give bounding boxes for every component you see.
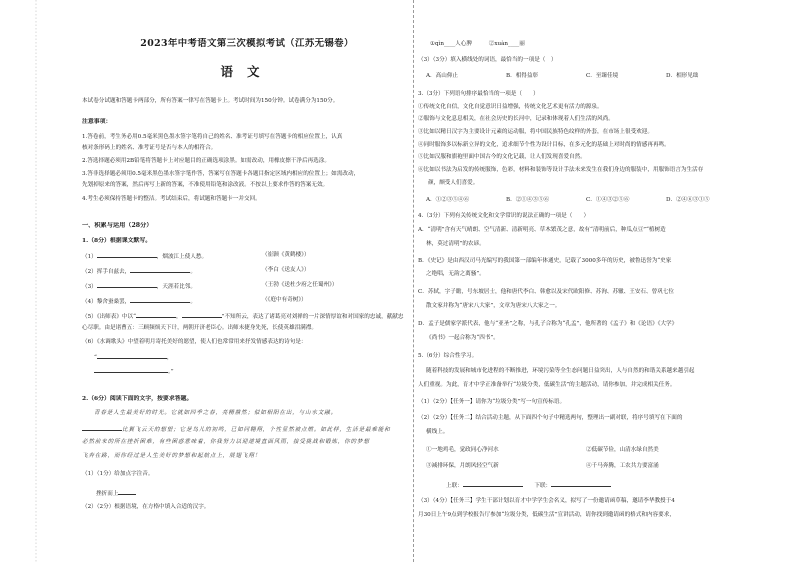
r-q4-line-4: ⑤比如汉服和旗袍里面中国古今的文化记载，让人们发现喜爱自然。 <box>418 154 586 160</box>
intro-line-3: 核对条形码上的姓名、准考证号是否与本人的相符合。 <box>82 145 217 151</box>
r-q6-line-0: 随着科技的发展和城市化进程的不断推进，环境污染等全生态问题日益突出，人与自然的和谐关系越来越引起 <box>426 368 695 374</box>
r-q6-task2: （2）（2分）【任务二】结合活动主题，从下面四个句子中精选两句，整理出一副对联，将序号填写在下面的 <box>418 415 683 421</box>
notice-heading: 注意事项： <box>82 118 112 125</box>
binding-margin-line <box>29 0 43 562</box>
answer-blank[interactable] <box>130 296 190 303</box>
intro-line-0: 本试卷分试题和答题卡两部分，所有答案一律写在答题卡上。考试时间为150分钟。试卷满分为150分。 <box>82 98 339 104</box>
r-q4-line-1: ②服饰与文化息息相关，在社会历史的长河中，记录和体现着人们生活的风尚。 <box>418 116 614 122</box>
r-q3-options <box>418 72 774 80</box>
r-q4-stem: 3.（3分）下列语句排序最恰当的一项是（ ） <box>418 91 539 97</box>
option-d[interactable]: D．②④⑥③①⑤ <box>666 197 710 203</box>
option-a[interactable]: A．①②③⑤④⑥ <box>426 197 470 203</box>
q1-line-4-source: （《庭中有奇树》） <box>262 297 307 303</box>
q2-sub1-item <box>82 488 412 498</box>
q1-line-5-start: （5）《出师表》中以“ <box>82 314 136 320</box>
r-q6-task1: （1）（2分）【任务一】请你为“垃圾分类”写一句宣传标语。 <box>418 399 566 405</box>
r-q5-line-6: D．孟子是儒家学派代表，他与“亚圣”之称，与孔子合称为“孔孟”，他所著的《孟子》和《论语》《大学》 <box>418 321 678 327</box>
q1-line-5 <box>82 311 412 321</box>
couplet-option-4: ④千马奔腾，工农共力要富涌 <box>586 463 659 469</box>
answer-blank[interactable] <box>182 311 222 318</box>
couplet-option-3: ③减排环保，月朗风轻空气新 <box>426 463 499 469</box>
q1-line-4 <box>82 296 412 306</box>
q1-line-2-source: （李白《送友人》） <box>262 267 310 273</box>
q1-line-4-end: 。 <box>190 299 196 305</box>
r-q4-line-6: 颜，颇受人们喜爱。 <box>428 180 479 186</box>
q2-passage-3: 飞奔在路，而你经过是人生美好的梦想和起航点上，展翅飞翔！ <box>82 453 262 459</box>
q1-line-3-source: （王勃《送杜少府之任蜀州》） <box>262 282 338 288</box>
answer-blank[interactable] <box>94 366 168 373</box>
answer-blank[interactable] <box>97 352 167 359</box>
r-q5-line-7: 《尚书》一起合称为“四书”。 <box>426 335 499 341</box>
open-quote: “ <box>94 355 97 361</box>
option-b[interactable]: B．相得益彰 <box>506 73 539 79</box>
r-q3-stem: （3）（3分）填入横线处的词语，最恰当的一项是（ ） <box>418 57 557 63</box>
right-column <box>418 0 774 562</box>
upper-couplet-label: 上联： <box>446 483 463 489</box>
r-q5-line-5: 散文家并称为“唐宋八大家”，文章为唐宋八大家之一。 <box>426 303 561 309</box>
r-q6-task3-cont: 月30日上午9点到学校报告厅参加“垃圾分类，低碳生活”宣讲活动，请你找到邀请函的格式和内容要求， <box>418 512 675 518</box>
q1-line-3 <box>82 281 412 291</box>
r-q6-couplet-answer <box>418 480 774 490</box>
option-a[interactable]: A．高山仰止 <box>426 73 459 79</box>
r-pinyin-line: ①qìn____人心脾 ②xuàn____丽 <box>430 41 525 47</box>
r-q5-line-4: C．苏轼，字子瞻，号东坡居士，他和唐代李白、韩愈以及宋代欧阳修、苏洵、苏辙、王安石、曾巩七位 <box>418 289 675 295</box>
r-q4-options <box>418 196 774 204</box>
q1-line-1-source: （崔颢《黄鹤楼》） <box>262 252 310 258</box>
q2-sub1-word: 挫折而上 <box>96 491 119 497</box>
q1-line-5-cont: 心尽职。由是诸曹五：三顾频烦天下计，两朝开济老臣心。出师未捷身先死，长使英雄泪满襟。 <box>82 325 317 331</box>
r-q6-task3: （3）（4分）【任务三】学生干部计划以育才中学学生会名义，拟写了一份邀请函草稿，邀请李华教授于4 <box>418 498 675 504</box>
q1-line-6-answer2 <box>82 366 412 376</box>
q1-line-6: （6）《水调歌头》中望着明月寄托美好的愿望，使人们也常常用来抒发情感表达的诗句是： <box>82 339 307 345</box>
intro-line-7: 4.考生必须保持答题卡的整洁。考试结束后，将试题和答题卡一并交回。 <box>82 196 261 202</box>
r-q6-pair-2 <box>418 462 774 470</box>
intro-line-2: 1.答卷前，考生务必用0.5毫米黑色墨水签字笔将自己的姓名、准考证号填写在答题卡的相应位置上，认真 <box>82 134 343 140</box>
r-q4-line-2: ③比如以精日汉字为主要设计元素的运动服，将中国民族特色纹样的外套，在市场上很受欢迎。 <box>418 129 653 135</box>
couplet-option-1: ①一地鸡毛，觉政同心净河水 <box>426 447 499 453</box>
answer-blank[interactable] <box>463 480 523 487</box>
q1-line-1-text: ，烟波江上使人愁。 <box>156 254 208 260</box>
r-q6-stem: 5.（6分）综合性学习。 <box>418 353 478 359</box>
q1-stem: 1.（8分）根据课文默写。 <box>82 237 152 244</box>
lower-couplet-label: 下联： <box>534 483 552 489</box>
answer-blank[interactable] <box>130 266 190 273</box>
r-q5-line-2: B．《史记》是由西汉司马光编写的我国第一部编年体通史，记载了3000多年的历史，被鲁迅誉为“史家 <box>418 258 672 264</box>
r-q4-line-0: ①传统文化自信，文化自觉意识日益增强，传统文化艺术更有活力的源泉。 <box>418 104 603 110</box>
answer-blank[interactable] <box>82 424 122 431</box>
r-q5-line-1: 林，莫过清明”的农谚。 <box>426 241 485 247</box>
q1-line-1-num: （1） <box>82 254 97 260</box>
exam-title: 2023年中考语文第三次模拟考试（江苏无锡卷） <box>140 38 354 49</box>
option-c[interactable]: C．①④③②⑤⑥ <box>586 197 630 203</box>
q2-passage-2: 必然前来的所在挫折困难，有些困惑意味着，你我努力以迎逆境直面风雨，接受挑战和锻炼，你的梦想 <box>82 439 370 445</box>
q1-line-2 <box>82 266 412 276</box>
r-q6-task2-cont: 横线上。 <box>426 429 449 435</box>
q1-line-4-text: （4）黎舍蚕桑罢， <box>82 299 131 305</box>
q1-line-2-end: 。 <box>190 269 196 275</box>
subject-title: 语文 <box>220 64 274 79</box>
r-q5-line-3: 之绝唱，无韵之离骚”。 <box>426 271 485 277</box>
r-q5-stem: 4.（3分）下列有关传统文化和文学常识的说法正确的一项是（ ） <box>418 213 590 219</box>
intro-line-4: 2.答选择题必须用2B铅笔将答题卡上对应题目的正确选项涂黑。如需改动，用橡皮擦干净后再选涂。 <box>82 158 330 164</box>
r-q6-pair-1 <box>418 446 774 454</box>
q2-sub1: （1）（1分）给加点字注音。 <box>82 471 154 477</box>
option-d[interactable]: D．相形见绌 <box>666 73 699 79</box>
answer-blank[interactable] <box>97 281 157 288</box>
q2-stem: 2.（6分）阅读下面的文字，按要求答题。 <box>82 395 193 402</box>
q1-line-3-num: （3） <box>82 284 97 290</box>
couplet-option-2: ②低碳节俭，山清水绿自然美 <box>586 447 659 453</box>
q2-sub2: （2）（2分）根据语境，在方格中填入合适的汉字。 <box>82 504 210 510</box>
answer-blank[interactable] <box>551 480 611 487</box>
q1-line-2-text: （2）挥手自兹去， <box>82 269 131 275</box>
q2-passage-1-text: 比翼飞云天的想望；它是鸟儿的初鸣，已如同翱翔，个性显然被点燃。如此样，生活是最难能和 <box>122 427 391 433</box>
section-heading: 一、积累与运用（28分） <box>82 222 153 229</box>
option-c[interactable]: C．至臻佳境 <box>586 73 619 79</box>
answer-blank[interactable] <box>97 251 157 258</box>
intro-line-5: 3.答非选择题必须用0.5毫米黑色墨水签字笔作答，答案写在答题卡各题目指定区域内相应的位置上；如需改动， <box>82 171 360 177</box>
q1-line-1 <box>82 251 412 261</box>
q1-line-3-text: ，天涯若比邻。 <box>156 284 196 290</box>
r-q6-line-1: 人们重视。为此，育才中学正准备举行“垃圾分类，低碳生活”的主题活动，请你参加，并完成相关任务。 <box>418 382 676 388</box>
q2-passage-1 <box>82 424 412 434</box>
r-q4-line-3: ④同时服饰多以标新立异的文化，追求细节个性为设计目标，在多元化的基础上对时尚的情感再再鸣。 <box>418 142 670 148</box>
r-q4-line-5: ⑥比如以书法为启发的传统服饰，色彩，材料和装饰等设计手法未来发生在我们身边的服装中，用服饰语言为生活存 <box>418 167 704 173</box>
q1-line-5-rest: ”不知所云，表达了诸葛亮对刘禅的一片深情厚谊和对国家的忠诚，献献忠 <box>221 314 404 320</box>
left-column <box>82 0 412 562</box>
q1-line-6-answer1 <box>82 352 412 362</box>
intro-line-6: 先划掉原来的答案，然后再写上新的答案，不准使用铅笔和涂改液。不按以上要求作答的答案无效。 <box>82 182 329 188</box>
q1-line-5-comma: ， <box>175 314 182 320</box>
answer-blank[interactable] <box>136 311 176 318</box>
r-q5-line-0: A．“清明”含有天气晴朗、空气清新、清新明亮、草木繁茂之意，故有“清明前后，种瓜点豆”“植树造 <box>418 227 666 233</box>
answer-blank[interactable] <box>118 488 136 495</box>
comma: ， <box>166 355 173 361</box>
column-divider <box>413 0 414 562</box>
q2-passage-0: 青春是人生最美好的时光。它就如四季之春，亮精鼎然；似如相阳在出，与山水文融。 <box>94 410 337 416</box>
close-quote: 。” <box>168 369 174 375</box>
option-b[interactable]: B．②①④③⑤⑥ <box>506 197 550 203</box>
